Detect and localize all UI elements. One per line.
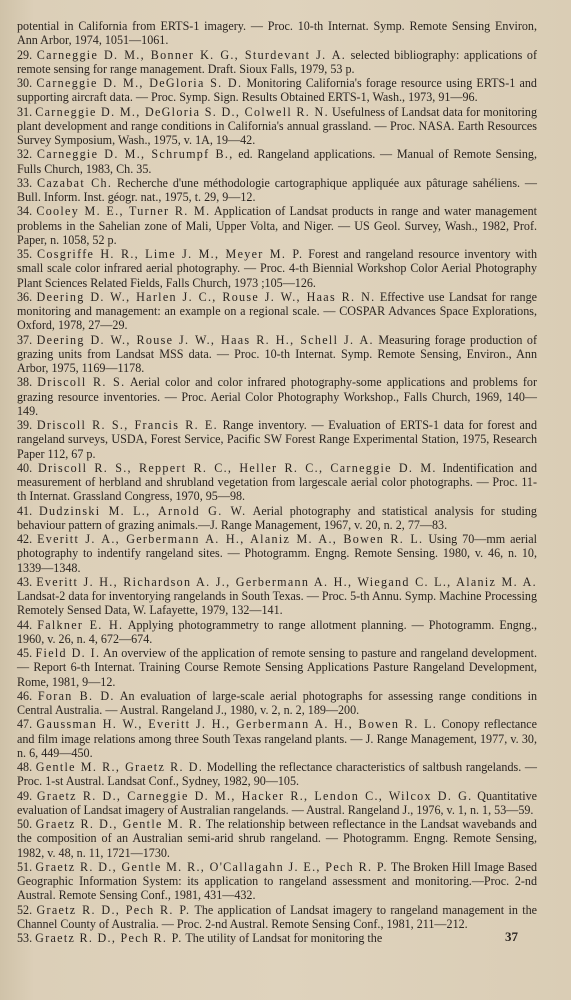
- reference-authors: Graetz R. D., Gentle M. R.: [35, 817, 203, 831]
- reference-item: [17, 504, 537, 533]
- reference-authors: Graetz R. D., Pech R. P.: [36, 902, 191, 917]
- reference-item: [17, 176, 537, 205]
- reference-authors: Cazabat Ch.: [36, 175, 113, 190]
- reference-item: [17, 204, 537, 247]
- reference-text: Monitoring California's forage resource using ERTS-1 and supporting aircraft data. — Proc. Symp. Sign. Results Obtained ERTS-1, Wash., 1973, 91—96.: [17, 76, 537, 105]
- reference-authors: Driscoll R. S., Reppert R. C., Heller R. C., Carneggie D. M.: [37, 460, 437, 475]
- reference-text: Aerial color and color infrared photography-some applications and problems for grazing resource inventories. — Proc. Aerial Color Photography Workshop., Falls Church, 1969, 140—149.: [17, 375, 537, 418]
- reference-text: An overview of the application of remote sensing to pasture and rangeland development. — Report 6-th Internat. Training Course Remote Sensing Applications Pasture Rangeland Development, Rome, 1981, 9—12.: [17, 646, 538, 689]
- reference-item: [17, 789, 537, 818]
- reference-item: [17, 689, 537, 718]
- reference-authors: Gentle M. R., Graetz R. D.: [35, 760, 204, 774]
- reference-number: 36.: [17, 289, 33, 304]
- reference-text: Effective use Landsat for range monitoring and management: an example on a regional scale. — COSPAR Advances Space Explorations, Oxford, 1978, 27—29.: [17, 289, 537, 333]
- reference-number: 39.: [17, 418, 33, 432]
- reference-text: Range inventory. — Evaluation of ERTS-1 data for forest and rangeland surveys, USDA, Forest Service, Pacific SW Forest Range Experimental Station, 1975, Research Paper 112, 67 p.: [17, 418, 537, 461]
- reference-list: [17, 19, 537, 945]
- reference-number: 47.: [17, 717, 33, 732]
- reference-number: 30.: [17, 76, 33, 90]
- reference-authors: Deering D. W., Harlen J. C., Rouse J. W., Haas R. N.: [36, 289, 376, 304]
- page-number: 37: [505, 929, 518, 944]
- reference-number: 50.: [17, 817, 33, 831]
- reference-authors: Graetz R. D., Gentle M. R., O'Callagahn J. E., Pech R. P.: [35, 859, 388, 874]
- reference-number: 43.: [17, 574, 33, 589]
- reference-text: Modelling the reflectance characteristics of saltbush rangelands. — Proc. 1-st Austral. Landsat Conf., Sydney, 1982, 90—105.: [17, 760, 537, 789]
- reference-text: Aerial photography and statistical analysis for studing behaviour pattern of grazing animals.—J. Range Management, 1967, v. 20, n. 2, 77—83.: [17, 503, 537, 532]
- reference-item: [17, 147, 537, 176]
- reference-number: 35.: [17, 247, 33, 261]
- reference-authors: Carneggie D. M., DeGloria S. D.: [36, 76, 243, 90]
- reference-item: [17, 760, 537, 789]
- reference-item: [17, 931, 537, 945]
- reference-item: [17, 105, 537, 148]
- reference-authors: Carneggie D. M., Schrumpf B.,: [36, 147, 234, 162]
- reference-item: [17, 717, 537, 760]
- reference-authors: Field D. I.: [35, 646, 101, 660]
- reference-authors: Gaussman H. W., Everitt J. H., Gerbermann A. H., Bowen R. L.: [36, 717, 438, 732]
- reference-text: Forest and rangeland resource inventory with small scale color infrared aerial photography. — Proc. 4-th Biennial Workshop Color Aerial Photography Plant Sciences Related Fields, Falls Church, 1973 ;105—126.: [17, 247, 537, 290]
- reference-text: potential in California from ERTS-1 imagery. — Proc. 10-th Internat. Symp. Remote Sensing Environ, Ann Arbor, 1974, 1051—1061.: [17, 19, 537, 48]
- reference-text: The Broken Hill Image Based Geographic Information System: its application to rangeland assessment and monitoring.—Proc. 2-nd Austral. Remote Sensing Conf., 1981, 431—432.: [17, 859, 537, 903]
- reference-authors: Falkner E. H.: [37, 617, 124, 632]
- reference-text: Applying photogrammetry to range allotment planning. — Photogramm. Engng., 1960, v. 26, n. 4, 672—674.: [17, 617, 537, 646]
- reference-number: 38.: [17, 375, 33, 390]
- reference-item: [17, 646, 537, 689]
- reference-authors: Foran B. D.: [37, 688, 115, 703]
- reference-number: 46.: [17, 688, 33, 703]
- reference-item: [17, 333, 537, 376]
- reference-authors: Graetz R. D., Pech R. P.: [35, 931, 183, 945]
- reference-text: Usefulness of Landsat data for monitoring plant development and range conditions in California's annual grassland. — Proc. NASA. Earth Resources Survey Symposium, Wash., 1975, v. 1A, 19—42.: [17, 104, 537, 147]
- reference-text: Quantitative evaluation of Landsat imagery of Australian rangelands. — Austral. Rangeland J., 1976, v. 1, n. 1, 53—59.: [17, 788, 537, 817]
- reference-number: 53.: [17, 931, 33, 945]
- reference-number: 29.: [17, 47, 33, 62]
- reference-text: Conopy reflectance and film image relations among three South Texas rangeland plants. — J. Range Management, 1977, v. 30, n. 6, 449—450.: [17, 717, 537, 760]
- reference-number: 40.: [17, 460, 33, 475]
- reference-text: An evaluation of large-scale aerial photographs for assessing range conditions in Central Australia. — Austral. Rangeland J., 1980, v. 2, n. 2, 189—200.: [17, 688, 538, 717]
- reference-text: Landsat-2 data for inventorying rangelands in South Texas. — Proc. 5-th Annu. Symp. Machine Processing Remotely Sensed Data, W. Lafayette, 1979, 132—141.: [17, 589, 537, 618]
- reference-number: 52.: [17, 902, 33, 917]
- reference-authors: Graetz R. D., Carneggie D. M., Hacker R., Lendon C., Wilcox D. G.: [36, 788, 473, 803]
- reference-number: 31.: [17, 104, 33, 119]
- reference-text: Using 70—mm aerial photography to indentify rangeland sites. — Photogramm. Engng. Remote Sensing. 1980, v. 46, n. 10, 1339—1348.: [17, 532, 537, 575]
- reference-text: The application of Landsat imagery to rangeland management in the Channel County of Australia. — Proc. 2-nd Austral. Remote Sensing Conf., 1981, 211—212.: [17, 902, 537, 931]
- reference-number: 37.: [17, 332, 33, 347]
- reference-text: Application of Landsat products in range and water management problems in the Sahelian zone of Mali, Upper Volta, and Niger. — US Geol. Survey, Wash., 1982, Prof. Paper, n. 1058, 52 p.: [17, 204, 537, 247]
- reference-item: [17, 575, 537, 618]
- reference-authors: Everitt J. A., Gerbermann A. H., Alaniz M. A., Bowen R. L.: [37, 532, 424, 546]
- reference-item: [17, 375, 537, 418]
- reference-authors: Cooley M. E., Turner R. M.: [36, 204, 211, 219]
- reference-number: 51.: [17, 859, 33, 874]
- reference-text: selected bibliography: applications of remote sensing for range management. Draft. Sioux Falls, 1979, 53 p.: [17, 47, 537, 76]
- reference-item: [17, 19, 537, 48]
- reference-item: [17, 903, 537, 932]
- reference-authors: Everitt J. H., Richardson A. J., Gerbermann A. H., Wiegand C. L., Alaniz M. A.: [36, 574, 537, 589]
- reference-item: [17, 76, 537, 105]
- reference-text: The relationship between reflectance in the Landsat wavebands and the composition of an Australian semi-arid shrub rangeland. — Photogramm. Engng. Remote Sensing, 1982, v. 48, n. 11, 1721—1730.: [17, 817, 537, 860]
- reference-item: [17, 532, 537, 575]
- reference-item: [17, 247, 537, 290]
- reference-text: ed. Rangeland applications. — Manual of Remote Sensing, Fulls Church, 1983, Ch. 35.: [17, 147, 538, 176]
- reference-item: [17, 290, 537, 333]
- reference-authors: Cosgriffe H. R., Lime J. M., Meyer M. P.: [37, 247, 304, 261]
- reference-item: [17, 48, 537, 77]
- reference-item: [17, 860, 537, 903]
- reference-item: [17, 418, 537, 461]
- reference-number: 45.: [17, 646, 33, 660]
- reference-text: Recherche d'une méthodologie cartographique appliquée aux pâturage sahéliens. — Bull. Inform. Inst. géogr. nat., 1975, t. 29, 9—12.: [17, 175, 537, 204]
- reference-item: [17, 618, 537, 647]
- reference-number: 48.: [17, 760, 33, 774]
- reference-number: 41.: [17, 503, 33, 518]
- reference-authors: Carneggie D. M., DeGloria S. D., Colwell R. N.: [35, 104, 329, 119]
- reference-authors: Driscoll R. S.: [37, 375, 126, 390]
- reference-text: Indentification and measurement of herbland and shrubland vegetation from largescale aerial color photographs. — Proc. 11-th Internat. Grassland Congress, 1970, 95—98.: [17, 460, 537, 504]
- reference-item: [17, 461, 537, 504]
- reference-authors: Deering D. W., Rouse J. W., Haas R. H., Schell J. A.: [36, 332, 374, 347]
- reference-authors: Driscoll R. S., Francis R. E.: [36, 418, 218, 432]
- reference-number: 44.: [17, 617, 33, 632]
- reference-number: 34.: [17, 204, 33, 219]
- reference-authors: Carneggie D. M., Bonner K. G., Sturdevant J. A.: [36, 47, 347, 62]
- reference-text: Measuring forage production of grazing units from Landsat MSS data. — Proc. 10-th Internat. Symp. Remote Sensing, Environ., Ann Arbor, 1975, 1169—1178.: [17, 332, 538, 375]
- reference-number: 49.: [17, 788, 33, 803]
- reference-number: 33.: [17, 175, 33, 190]
- reference-item: [17, 817, 537, 860]
- reference-text: The utility of Landsat for monitoring the: [182, 931, 383, 945]
- reference-number: 32.: [17, 147, 33, 162]
- reference-number: 42.: [17, 532, 33, 546]
- reference-authors: Dudzinski M. L., Arnold G. W.: [39, 503, 247, 518]
